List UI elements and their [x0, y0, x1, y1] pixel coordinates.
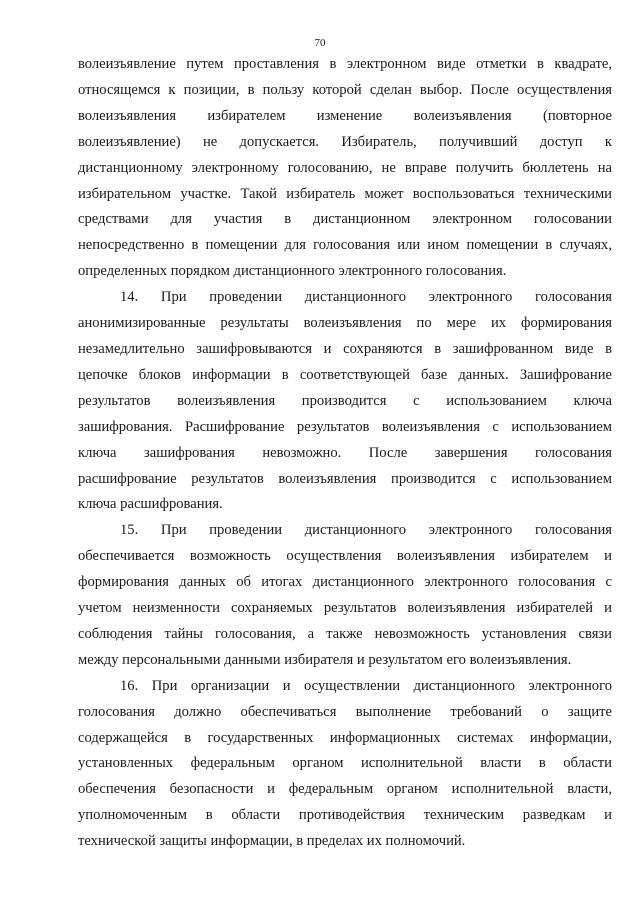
text-line: анонимизированные результаты волеизъявления по мере их формирования: [78, 315, 612, 332]
text-line: учетом неизменности сохраняемых результатов волеизъявления избирателей и: [78, 600, 612, 617]
text-line: голосования должно обеспечиваться выполнение требований о защите: [78, 703, 612, 720]
document-body: [78, 52, 612, 855]
text-line: 14. При проведении дистанционного электронного голосования: [120, 289, 612, 306]
text-line: между персональными данными избирателя и результатом его волеизъявления.: [78, 651, 572, 668]
text-line: содержащейся в государственных информационных системах информации,: [78, 729, 612, 746]
text-line: уполномоченным в области противодействия техническим разведкам и: [78, 807, 612, 824]
text-line: незамедлительно зашифровываются и сохраняются в зашифрованном виде в: [78, 340, 612, 357]
text-line: расшифрование результатов волеизъявления производится с использованием: [78, 470, 612, 487]
text-line: ключа зашифрования невозможно. После завершения голосования: [78, 444, 612, 461]
page-number: 70: [314, 37, 326, 49]
paragraph-item-15: [78, 518, 612, 673]
text-line: волеизъявления избирателем изменение волеизъявления (повторное: [78, 107, 612, 124]
text-line: дистанционному электронному голосованию, не вправе получить бюллетень на: [78, 159, 612, 176]
text-line: средствами для участия в дистанционном электронном голосовании: [78, 211, 612, 228]
text-line: зашифрования. Расшифрование результатов волеизъявления с использованием: [78, 418, 612, 435]
text-line: цепочке блоков информации в соответствующей базе данных. Зашифрование: [78, 366, 612, 383]
text-line: относящемся к позиции, в пользу которой сделан выбор. После осуществления: [78, 81, 612, 98]
text-line: установленных федеральным органом исполнительной власти в области: [78, 755, 612, 772]
paragraph-continuation: [78, 52, 612, 285]
text-line: обеспечения безопасности и федеральным органом исполнительной власти,: [78, 781, 612, 798]
text-line: непосредственно в помещении для голосования или ином помещении в случаях,: [78, 237, 612, 254]
text-line: 15. При проведении дистанционного электронного голосования: [120, 522, 612, 539]
paragraph-item-16: [78, 674, 612, 855]
text-line: формирования данных об итогах дистанционного электронного голосования с: [78, 574, 612, 591]
text-line: соблюдения тайны голосования, а также невозможность установления связи: [78, 625, 612, 642]
text-line: определенных порядком дистанционного электронного голосования.: [78, 263, 507, 280]
text-line: обеспечивается возможность осуществления волеизъявления избирателем и: [78, 548, 612, 565]
paragraph-item-14: [78, 285, 612, 518]
text-line: волеизъявление путем проставления в электронном виде отметки в квадрате,: [78, 56, 612, 72]
text-line: результатов волеизъявления производится с использованием ключа: [78, 392, 612, 409]
text-line: технической защиты информации, в пределах их полномочий.: [78, 833, 466, 850]
text-line: волеизъявление) не допускается. Избиратель, получивший доступ к: [78, 133, 612, 150]
text-line: 16. При организации и осуществлении дистанционного электронного: [120, 677, 612, 694]
text-line: ключа расшифрования.: [78, 496, 223, 513]
text-line: избирательном участке. Такой избиратель может воспользоваться техническими: [78, 185, 612, 202]
